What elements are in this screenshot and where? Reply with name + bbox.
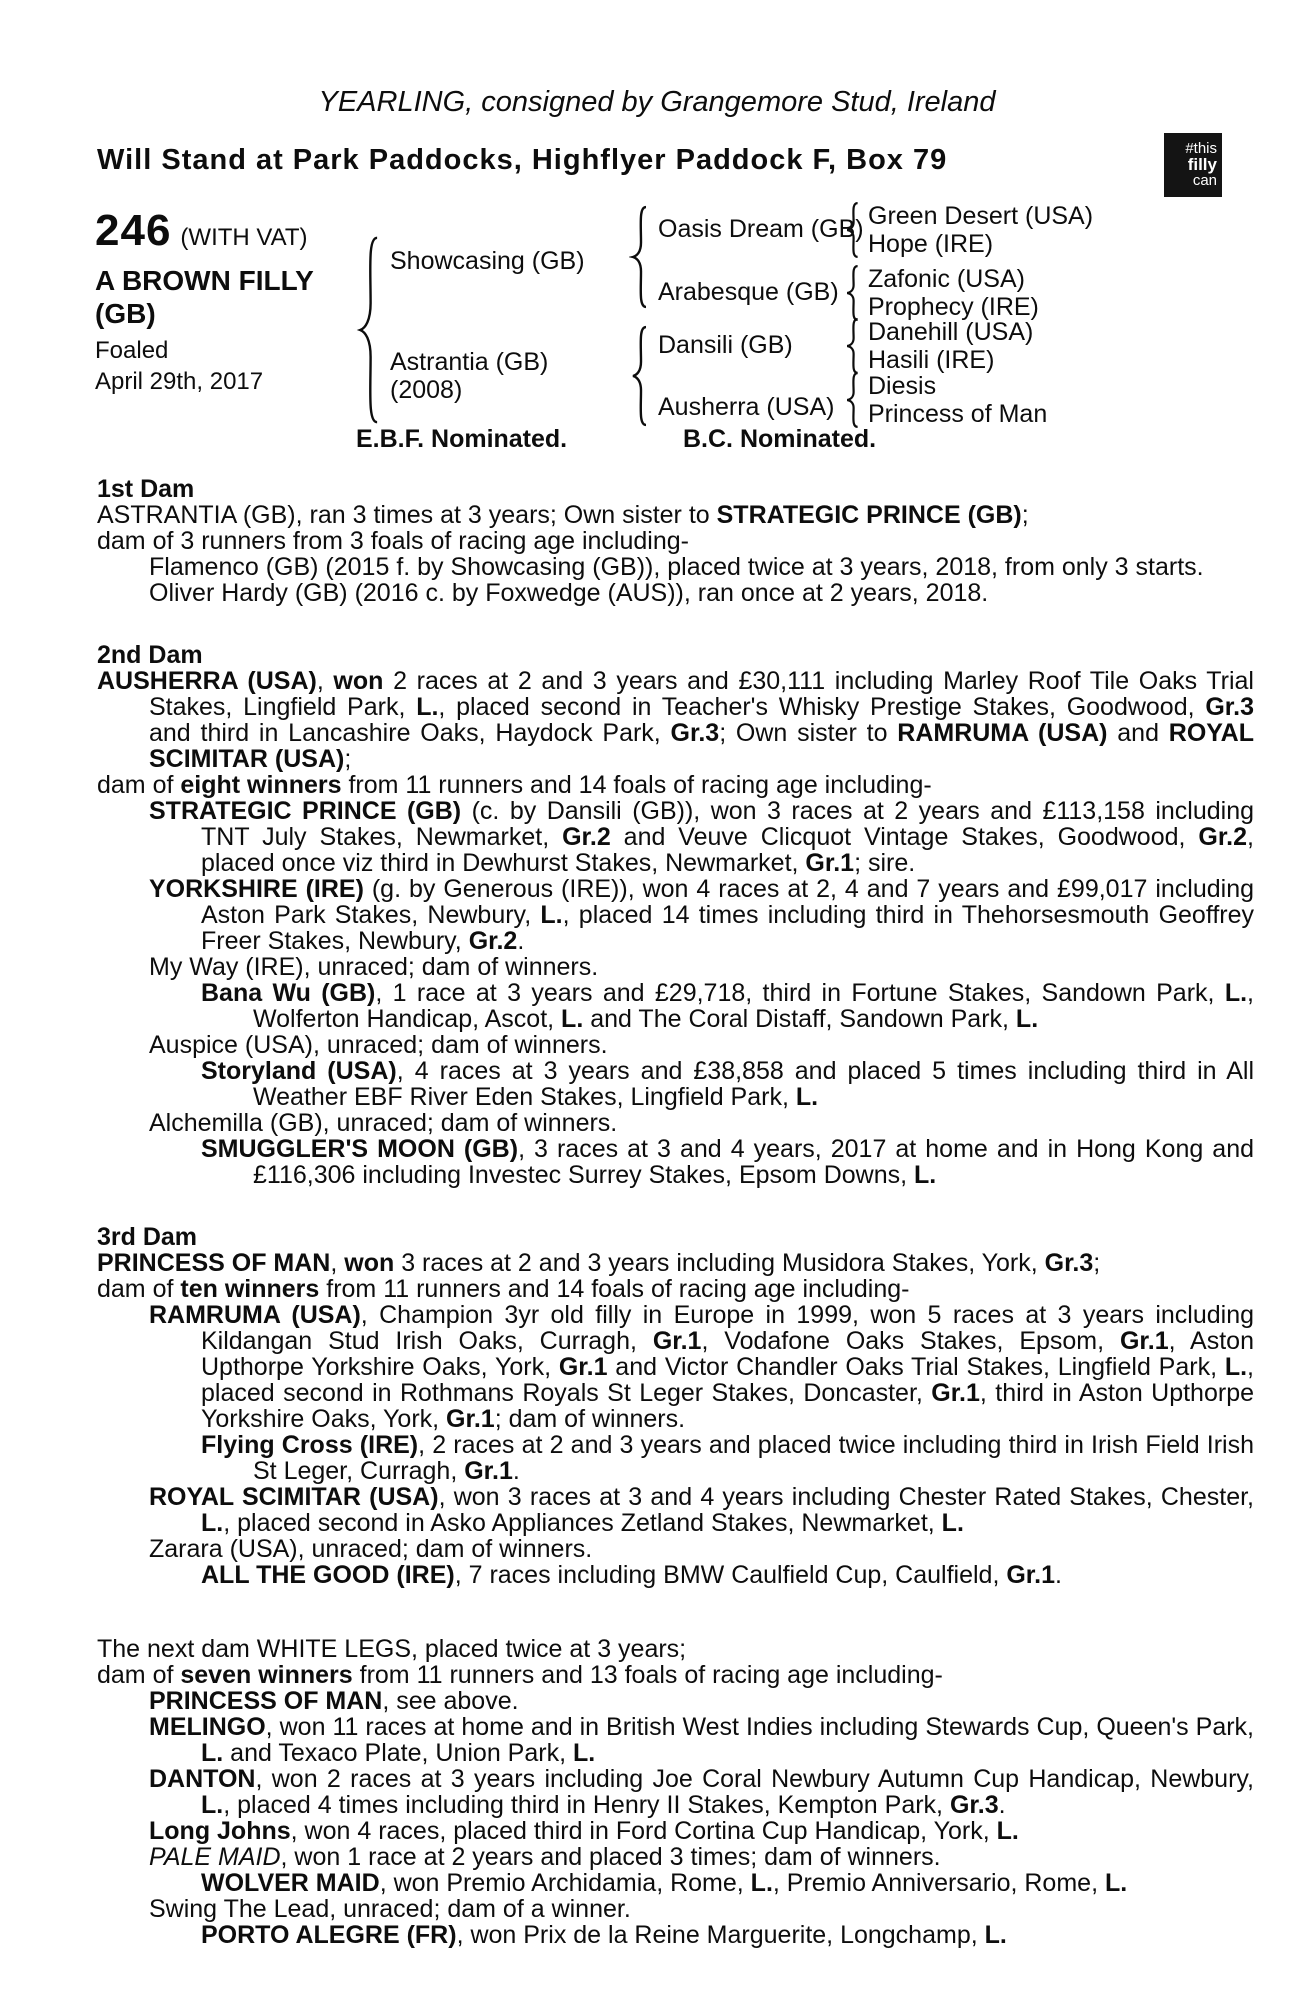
great-grandparent: Green Desert (USA) [868,202,1094,230]
sire-sire-name: Oasis Dream (GB) [658,215,864,243]
great-grandparent: Zafonic (USA) [868,265,1025,293]
pedigree-entry: The next dam WHITE LEGS, placed twice at 3 years; [97,1635,687,1663]
horse-description [95,264,395,330]
pedigree-entry: Bana Wu (GB), 1 race at 3 years and £29,718, third in Fortune Stakes, Sandown Park, L., Wolferton Handicap, Ascot, L. and The Coral Distaff, Sandown Park, L. [201,979,1254,1033]
pedigree-entry: Storyland (USA), 4 races at 3 years and £38,858 and placed 5 times including third in All Weather EBF River Eden Stakes, Lingfield Park, L. [201,1057,1254,1111]
brace-icon [844,318,860,374]
pedigree-entry: Alchemilla (GB), unraced; dam of winners. [149,1109,618,1137]
badge-line-1: #this [1185,140,1217,157]
pedigree-entry: RAMRUMA (USA), Champion 3yr old filly in Europe in 1999, won 5 races at 3 years including Kildangan Stud Irish Oaks, Curragh, Gr.1, Vodafone Oaks Stakes, Epsom, Gr.1, Aston Upthorpe Yorkshire Oaks, York, Gr.1 and Victor Chandler Oaks Trial Stakes, Lingfield Park, L., placed second in Rothmans Royals St Leger Stakes, Doncaster, Gr.1, third in Aston Upthorpe Yorkshire Oaks, York, Gr.1; dam of winners. [149,1301,1255,1433]
pedigree-entry: YORKSHIRE (IRE) (g. by Generous (IRE)), won 4 races at 2, 4 and 7 years and £99,017 including Aston Park Stakes, Newbury, L., placed 14 times including third in Thehorsesmouth Geoffrey Freer Stakes, Newbury, Gr.2. [149,875,1255,955]
horse-description-line2: (GB) [95,298,156,329]
pedigree-entry: PRINCESS OF MAN, won 3 races at 2 and 3 years including Musidora Stakes, York, Gr.3; [97,1249,1101,1277]
dam-section-heading: 2nd Dam [97,641,203,669]
bc-nominated: B.C. Nominated. [683,425,877,453]
great-grandparent: Diesis [868,372,937,400]
lot-number-row [95,206,395,256]
ebf-nominated: E.B.F. Nominated. [356,425,568,453]
great-grandparent: Hasili (IRE) [868,346,995,374]
consignor-line: YEARLING, consigned by Grangemore Stud, Ireland [318,86,996,118]
brace-icon [844,265,860,321]
pedigree-entry: Swing The Lead, unraced; dam of a winner. [149,1895,631,1923]
foaled-block [95,335,395,397]
hashtag-badge [1164,133,1222,197]
pedigree-entry: AUSHERRA (USA), won 2 races at 2 and 3 years and £30,111 including Marley Roof Tile Oaks Trial Stakes, Lingfield Park, L., placed second in Teacher's Whisky Prestige Stakes, Goodwood, Gr.3 and third in Lancashire Oaks, Haydock Park, Gr.3; Own sister to RAMRUMA (USA) and ROYAL SCIMITAR (USA); [97,667,1254,773]
pedigree-entry: dam of seven winners from 11 runners and 13 foals of racing age including- [97,1661,943,1689]
brace-icon [844,372,860,428]
stand-location-line: Will Stand at Park Paddocks, Highflyer Paddock F, Box 79 [97,144,948,176]
pedigree-entry: Oliver Hardy (GB) (2016 c. by Foxwedge (AUS)), ran once at 2 years, 2018. [149,579,989,607]
great-grandparent: Hope (IRE) [868,230,994,258]
great-grandparent: Danehill (USA) [868,318,1034,346]
brace-icon [629,325,649,427]
badge-line-3: can [1192,172,1217,189]
pedigree-entry: Long Johns, won 4 races, placed third in Ford Cortina Cup Handicap, York, L. [149,1817,1019,1845]
foaled-date: April 29th, 2017 [95,368,264,395]
pedigree-entry: STRATEGIC PRINCE (GB) (c. by Dansili (GB)), won 3 races at 2 years and £113,158 including TNT July Stakes, Newmarket, Gr.2 and Veuve Clicquot Vintage Stakes, Goodwood, Gr.2, placed once viz third in Dewhurst Stakes, Newmarket, Gr.1; sire. [149,797,1255,877]
pedigree-entry: dam of ten winners from 11 runners and 14 foals of racing age including- [97,1275,910,1303]
pedigree-sections [97,476,1254,1948]
pedigree-entry: Flying Cross (IRE), 2 races at 2 and 3 years and placed twice including third in Irish Field Irish St Leger, Curragh, Gr.1. [201,1431,1254,1485]
pedigree-entry: PORTO ALEGRE (FR), won Prix de la Reine Marguerite, Longchamp, L. [201,1921,1007,1949]
pedigree-entry: dam of eight winners from 11 runners and 14 foals of racing age including- [97,771,932,799]
pedigree-entry: DANTON, won 2 races at 3 years including Joe Coral Newbury Autumn Cup Handicap, Newbury, L., placed 4 times including third in Henry II Stakes, Kempton Park, Gr.3. [149,1765,1254,1819]
pedigree-entry: Auspice (USA), unraced; dam of winners. [149,1031,608,1059]
pedigree-entry: My Way (IRE), unraced; dam of winners. [149,953,599,981]
sire-name: Showcasing (GB) [390,247,585,275]
great-grandparent: Prophecy (IRE) [868,293,1039,321]
pedigree-entry: PALE MAID, won 1 race at 2 years and placed 3 times; dam of winners. [149,1843,941,1871]
lot-block [95,206,395,397]
pedigree-entry: ROYAL SCIMITAR (USA), won 3 races at 3 and 4 years including Chester Rated Stakes, Chester, L., placed second in Asko Appliances Zetland Stakes, Newmarket, L. [149,1483,1254,1537]
badge-line-2: filly [1187,155,1217,174]
horse-description-line1: A BROWN FILLY [95,265,314,296]
pedigree-entry: Zarara (USA), unraced; dam of winners. [149,1535,593,1563]
brace-icon [629,205,649,309]
dam-section-heading: 1st Dam [97,475,195,503]
vat-note: (WITH VAT) [180,224,308,251]
dam-dam-name: Ausherra (USA) [658,393,835,421]
brace-icon [355,234,381,426]
pedigree-entry: PRINCESS OF MAN, see above. [149,1687,519,1715]
great-grandparent: Princess of Man [868,400,1048,428]
pedigree-entry: ASTRANTIA (GB), ran 3 times at 3 years; Own sister to STRATEGIC PRINCE (GB); [97,501,1029,529]
pedigree-entry: WOLVER MAID, won Premio Archidamia, Rome, L., Premio Anniversario, Rome, L. [201,1869,1128,1897]
pedigree-entry: ALL THE GOOD (IRE), 7 races including BMW Caulfield Cup, Caulfield, Gr.1. [201,1561,1062,1589]
sire-dam-name: Arabesque (GB) [658,278,839,306]
brace-icon [844,202,860,258]
pedigree-entry: SMUGGLER'S MOON (GB), 3 races at 3 and 4 years, 2017 at home and in Hong Kong and £116,306 including Investec Surrey Stakes, Epsom Downs, L. [201,1135,1254,1189]
dam-year: (2008) [390,376,463,404]
pedigree-entry: MELINGO, won 11 races at home and in British West Indies including Stewards Cup, Queen's Park, L. and Texaco Plate, Union Park, L. [149,1713,1254,1767]
dam-name: Astrantia (GB) [390,348,549,376]
dam-section-heading: 3rd Dam [97,1223,198,1251]
pedigree-entry: Flamenco (GB) (2015 f. by Showcasing (GB)), placed twice at 3 years, 2018, from only 3 starts. [149,553,1204,581]
dam-sire-name: Dansili (GB) [658,331,793,359]
foaled-label: Foaled [95,337,169,364]
lot-number: 246 [95,206,172,255]
pedigree-entry: dam of 3 runners from 3 foals of racing age including- [97,527,689,555]
